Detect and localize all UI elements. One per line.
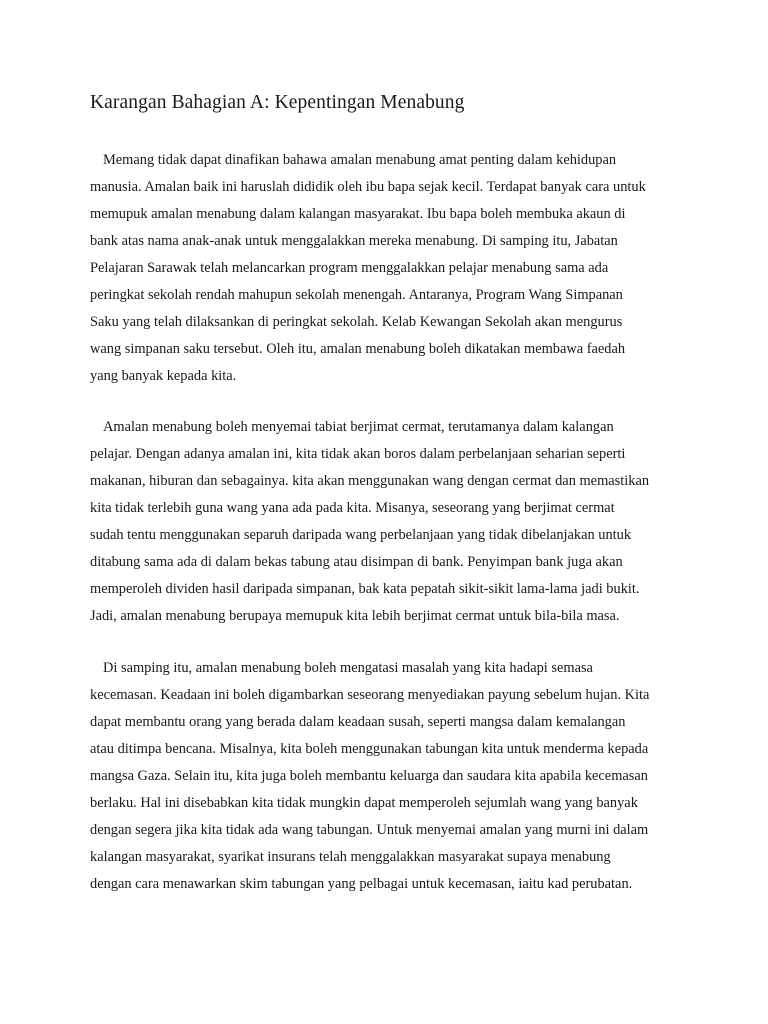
text-line: Amalan menabung boleh menyemai tabiat berjimat cermat, terutamanya dalam kalangan (103, 419, 614, 435)
text-line: kalangan masyarakat, syarikat insurans telah menggalakkan masyarakat supaya menabung (90, 849, 611, 865)
text-line: wang simpanan saku tersebut. Oleh itu, amalan menabung boleh dikatakan membawa faedah (90, 341, 626, 357)
text-line: memperoleh dividen hasil daripada simpanan, bak kata pepatah sikit-sikit lama-lama jadi bukit. (90, 581, 640, 597)
document-title: Karangan Bahagian A: Kepentingan Menabung (90, 92, 465, 113)
text-line: kita tidak terlebih guna wang yana ada pada kita. Misanya, seseorang yang berjimat cermat (90, 500, 615, 516)
text-line: Jadi, amalan menabung berupaya memupuk kita lebih berjimat cermat untuk bila-bila masa. (90, 608, 620, 624)
paragraph-2 (90, 414, 690, 630)
text-line: bank atas nama anak-anak untuk menggalakkan mereka menabung. Di samping itu, Jabatan (90, 233, 618, 249)
text-line: makanan, hiburan dan sebagainya. kita akan menggunakan wang dengan cermat dan memastikan (90, 473, 650, 489)
paragraph-3 (90, 655, 690, 898)
text-line: pelajar. Dengan adanya amalan ini, kita tidak akan boros dalam perbelanjaan seharian seperti (90, 446, 626, 462)
text-line: Pelajaran Sarawak telah melancarkan program menggalakkan pelajar menabung sama ada (90, 260, 609, 276)
text-line: Memang tidak dapat dinafikan bahawa amalan menabung amat penting dalam kehidupan (103, 152, 617, 168)
text-line: dengan segera jika kita tidak ada wang tabungan. Untuk menyemai amalan yang murni ini dalam (90, 822, 649, 838)
text-line: manusia. Amalan baik ini haruslah dididik oleh ibu bapa sejak kecil. Terdapat banyak cara untuk (90, 179, 646, 195)
text-line: Saku yang telah dilaksankan di peringkat sekolah. Kelab Kewangan Sekolah akan mengurus (90, 314, 623, 330)
text-line: memupuk amalan menabung dalam kalangan masyarakat. Ibu bapa boleh membuka akaun di (90, 206, 626, 222)
text-line: yang banyak kepada kita. (90, 368, 237, 384)
text-line: dapat membantu orang yang berada dalam keadaan susah, seperti mangsa dalam kemalangan (90, 714, 626, 730)
text-line: kecemasan. Keadaan ini boleh digambarkan seseorang menyediakan payung sebelum hujan. Kita (90, 687, 650, 703)
text-line: berlaku. Hal ini disebabkan kita tidak mungkin dapat memperoleh sejumlah wang yang banyak (90, 795, 638, 811)
text-line: ditabung sama ada di dalam bekas tabung atau disimpan di bank. Penyimpan bank juga akan (90, 554, 623, 570)
paragraph-1 (90, 147, 690, 390)
text-line: Di samping itu, amalan menabung boleh mengatasi masalah yang kita hadapi semasa (103, 660, 593, 676)
text-line: peringkat sekolah rendah mahupun sekolah menengah. Antaranya, Program Wang Simpanan (90, 287, 623, 303)
text-line: atau ditimpa bencana. Misalnya, kita boleh menggunakan tabungan kita untuk menderma kepada (90, 741, 649, 757)
text-line: sudah tentu menggunakan separuh daripada wang perbelanjaan yang tidak dibelanjakan untuk (90, 527, 632, 543)
text-line: mangsa Gaza. Selain itu, kita juga boleh membantu keluarga dan saudara kita apabila kecemasan (90, 768, 648, 784)
text-line: dengan cara menawarkan skim tabungan yang pelbagai untuk kecemasan, iaitu kad perubatan. (90, 876, 633, 892)
